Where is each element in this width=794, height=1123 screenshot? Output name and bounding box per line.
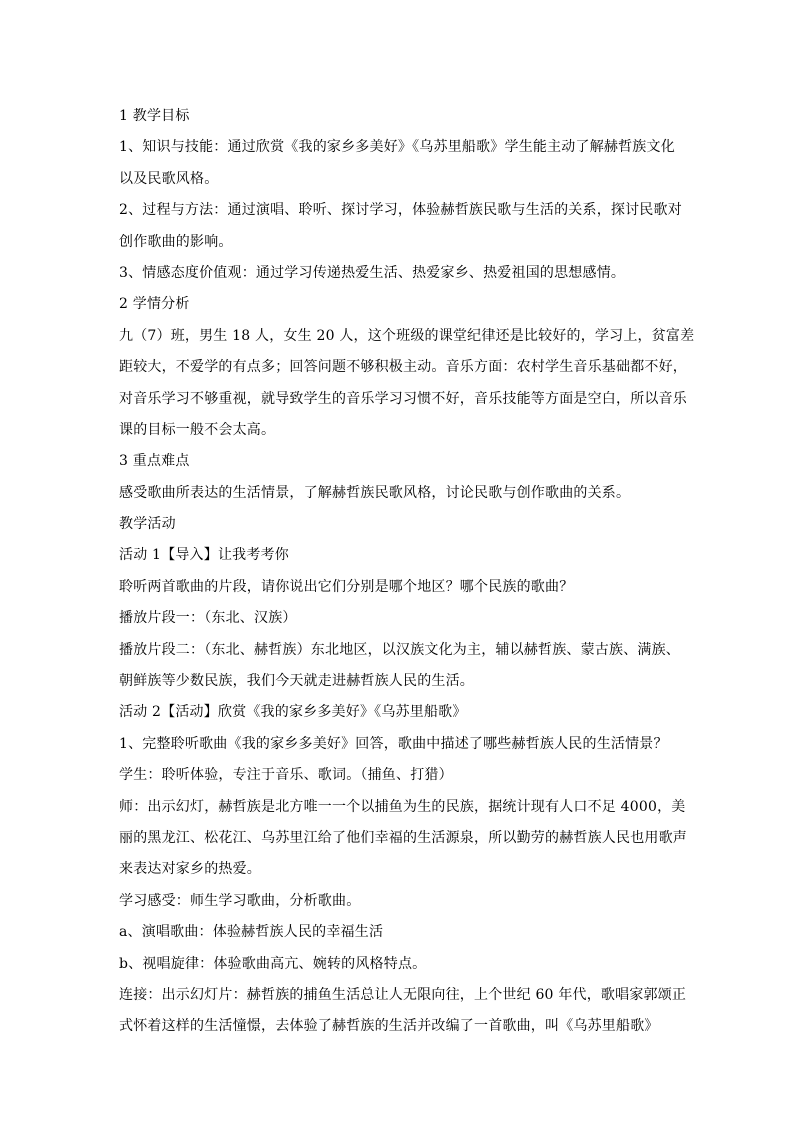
paragraph-line: 距较大，不爱学的有点多；回答问题不够积极主动。音乐方面：农村学生音乐基础都不好， xyxy=(119,359,687,376)
paragraph-line: 丽的黑龙江、松花江、乌苏里江给了他们幸福的生活源泉，所以勤劳的赫哲族人民也用歌声 xyxy=(119,829,687,846)
paragraph-line: 课的目标一般不会太高。 xyxy=(119,421,276,438)
paragraph-line: 1、知识与技能：通过欣赏《我的家乡多美好》《乌苏里船歌》学生能主动了解赫哲族文化 xyxy=(119,139,675,156)
section-heading-student-analysis: 2 学情分析 xyxy=(119,296,190,313)
paragraph-line: 连接：出示幻灯片：赫哲族的捕鱼生活总让人无限向往，上个世纪 60 年代，歌唱家郭颂正 xyxy=(119,986,687,1003)
paragraph-line: 学生：聆听体验，专注于音乐、歌词。（捕鱼、打猎） xyxy=(119,767,453,784)
section-heading-activities: 教学活动 xyxy=(119,516,176,533)
paragraph-line: 创作歌曲的影响。 xyxy=(119,233,233,250)
document-body xyxy=(119,101,695,1043)
paragraph-line: 式怀着这样的生活憧憬，去体验了赫哲族的生活并改编了一首歌曲，叫《乌苏里船歌》 xyxy=(119,1018,659,1035)
paragraph-line: 师：出示幻灯，赫哲族是北方唯一一个以捕鱼为生的民族，据统计现有人口不足 4000，美 xyxy=(119,798,686,815)
paragraph-line: 九（7）班，男生 18 人，女生 20 人，这个班级的课堂纪律还是比较好的，学习上，贫富差 xyxy=(119,327,695,344)
paragraph-line: 3、情感态度价值观：通过学习传递热爱生活、热爱家乡、热爱祖国的思想感情。 xyxy=(119,264,626,281)
paragraph-line: 2、过程与方法：通过演唱、聆听、探讨学习，体验赫哲族民歌与生活的关系，探讨民歌对 xyxy=(119,202,682,219)
paragraph-line: 学习感受：师生学习歌曲，分析歌曲。 xyxy=(119,892,361,909)
activity-heading-1: 活动 1【导入】让我考考你 xyxy=(119,547,289,564)
paragraph-line: 播放片段二：（东北、赫哲族）东北地区，以汉族文化为主，辅以赫哲族、蒙古族、满族、 xyxy=(119,641,680,658)
paragraph-line: 朝鲜族等少数民族，我们今天就走进赫哲族人民的生活。 xyxy=(119,673,474,690)
paragraph-line: b、视唱旋律：体验歌曲高亢、婉转的风格特点。 xyxy=(119,955,427,972)
paragraph-line: 来表达对家乡的热爱。 xyxy=(119,861,261,878)
paragraph-line: 感受歌曲所表达的生活情景，了解赫哲族民歌风格，讨论民歌与创作歌曲的关系。 xyxy=(119,484,631,501)
paragraph-line: 播放片段一：（东北、汉族） xyxy=(119,610,297,627)
paragraph-line: a、演唱歌曲：体验赫哲族人民的幸福生活 xyxy=(119,924,384,941)
paragraph-line: 1、完整聆听歌曲《我的家乡多美好》回答，歌曲中描述了哪些赫哲族人民的生活情景？ xyxy=(119,735,668,752)
paragraph-line: 聆听两首歌曲的片段，请你说出它们分别是哪个地区？哪个民族的歌曲？ xyxy=(119,578,574,595)
paragraph-line: 对音乐学习不够重视，就导致学生的音乐学习习惯不好，音乐技能等方面是空白，所以音乐 xyxy=(119,390,687,407)
paragraph-line: 以及民歌风格。 xyxy=(119,170,219,187)
section-heading-teaching-goals: 1 教学目标 xyxy=(119,108,190,124)
section-heading-key-points: 3 重点难点 xyxy=(119,453,190,470)
activity-heading-2: 活动 2【活动】欣赏《我的家乡多美好》《乌苏里船歌》 xyxy=(119,704,467,721)
